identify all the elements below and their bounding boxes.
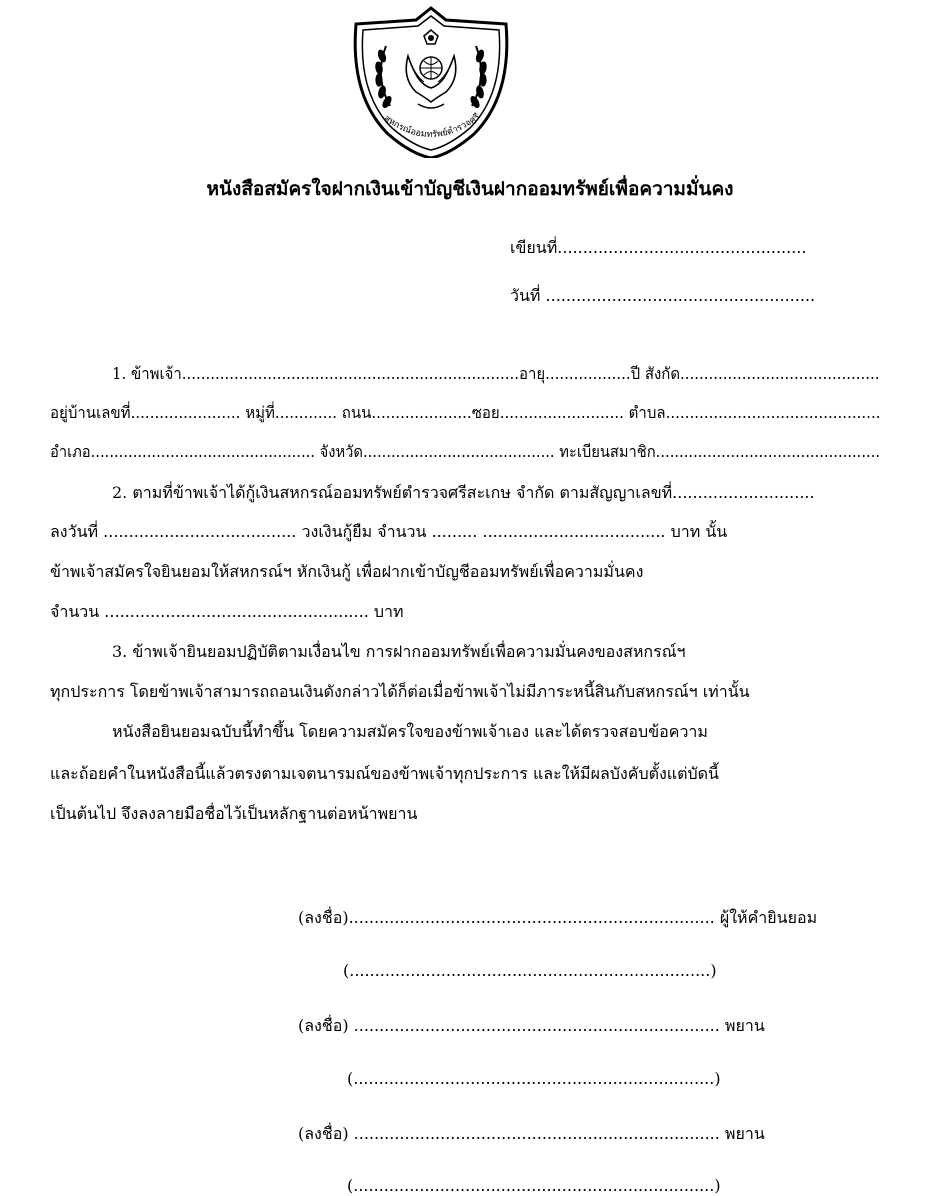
document-title: หนังสือสมัครใจฝากเงินเข้าบัญชีเงินฝากออมทรัพย์เพื่อความมั่นคง bbox=[206, 178, 734, 200]
clause2-line2: ลงวันที่ ...................................... วงเงินกู้ยืม จำนวน ......... .................................... บาท นั้น bbox=[50, 522, 728, 541]
witness2-signature-line: (ลงชื่อ) ........................................................................ พยาน bbox=[298, 1124, 765, 1143]
closing-line2: และถ้อยคำในหนังสือนี้แล้วตรงตามเจตนารมณ์ของข้าพเจ้าทุกประการ และให้มีผลบังคับตั้งแต่บัดนี้ bbox=[50, 764, 719, 783]
witness1-name-line: (.......................................................................) bbox=[347, 1069, 721, 1088]
closing-line1: หนังสือยินยอมฉบับนี้ทำขึ้น โดยความสมัครใจของข้าพเจ้าเอง และได้ตรวจสอบข้อความ bbox=[112, 722, 708, 741]
clause2-line3: ข้าพเจ้าสมัครใจยินยอมให้สหกรณ์ฯ หักเงินกู้ เพื่อฝากเข้าบัญชีออมทรัพย์เพื่อความมั่นคง bbox=[50, 562, 644, 581]
clause2-line1: 2. ตามที่ข้าพเจ้าได้กู้เงินสหกรณ์ออมทรัพย์ตำรวจศรีสะเกษ จำกัด ตามสัญญาเลขที่............................ bbox=[112, 483, 815, 502]
clause1-line2: อยู่บ้านเลขที่....................... หมู่ที่............. ถนน.....................ซอย.......................... ตำบล............................................. bbox=[50, 403, 881, 422]
clause3-line1: 3. ข้าพเจ้ายินยอมปฏิบัติตามเงื่อนไข การฝากออมทรัพย์เพื่อความมั่นคงของสหกรณ์ฯ bbox=[112, 642, 686, 661]
clause1-line1: 1. ข้าพเจ้า.......................................................................อายุ..................ปี สังกัด.......................................... bbox=[112, 364, 880, 383]
consenter-signature-line: (ลงชื่อ)........................................................................ ผู้ให้คำยินยอม bbox=[298, 908, 818, 927]
witness2-name-line: (.......................................................................) bbox=[347, 1176, 721, 1195]
logo-ring-text: สหกรณ์ออมทรัพย์ตำรวจศรี bbox=[381, 112, 483, 141]
written-at-field: เขียนที่................................................. bbox=[510, 238, 807, 257]
witness1-signature-line: (ลงชื่อ) ........................................................................ พยาน bbox=[298, 1016, 765, 1035]
cooperative-logo bbox=[346, 6, 516, 158]
clause1-line3: อำเภอ................................................ จังหวัด......................................... ทะเบียนสมาชิก................................................ bbox=[50, 442, 881, 461]
consenter-name-line: (.......................................................................) bbox=[343, 961, 717, 980]
clause2-line4: จำนวน .................................................... บาท bbox=[50, 602, 404, 621]
clause3-line2: ทุกประการ โดยข้าพเจ้าสามารถถอนเงินดังกล่าวได้ก็ต่อเมื่อข้าพเจ้าไม่มีภาระหนี้สินกับสหกรณ์ฯ เท่านั้น bbox=[50, 682, 750, 701]
closing-line3: เป็นต้นไป จึงลงลายมือชื่อไว้เป็นหลักฐานต่อหน้าพยาน bbox=[50, 804, 418, 823]
date-field: วันที่ ..................................................... bbox=[510, 286, 816, 305]
